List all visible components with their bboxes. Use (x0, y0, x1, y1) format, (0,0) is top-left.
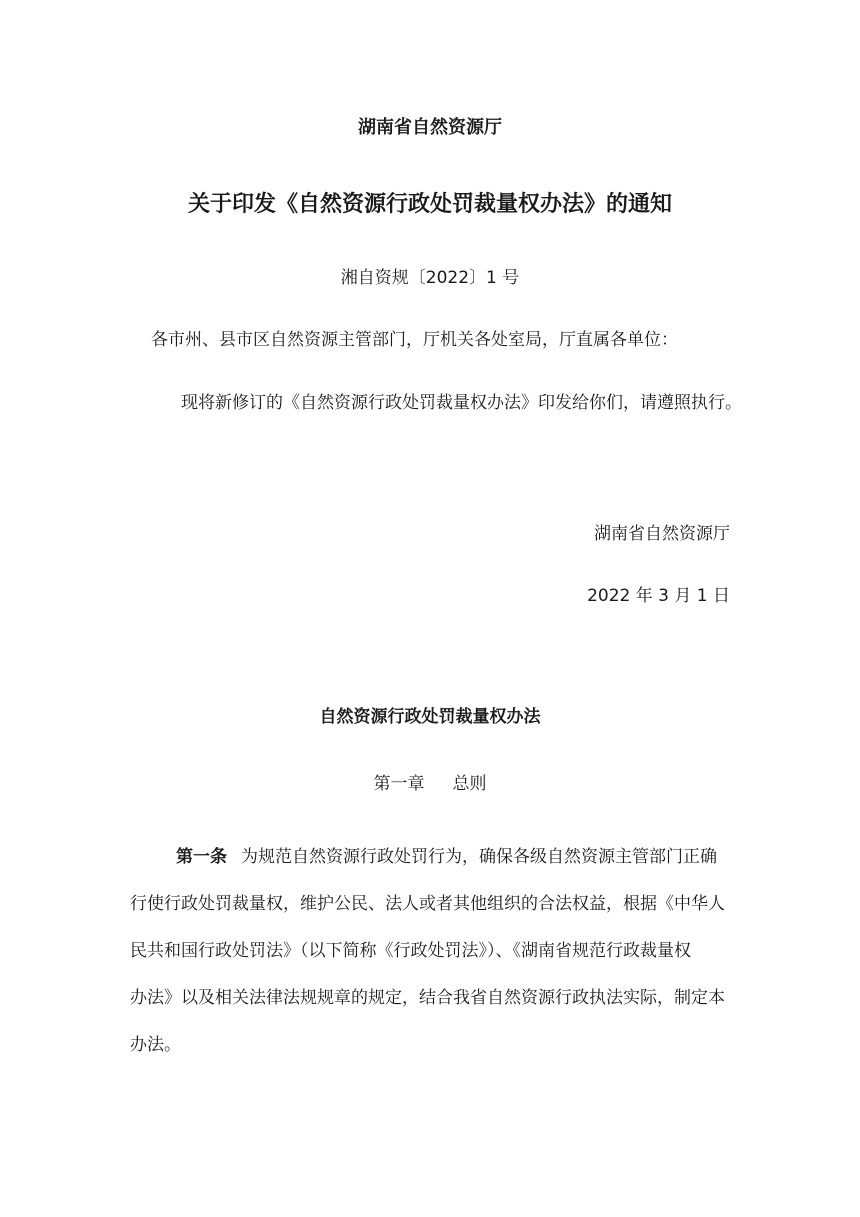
chapter-number: 第一章 (373, 774, 425, 794)
notice-body: 现将新修订的《自然资源行政处罚裁量权办法》印发给你们，请遵照执行。 (181, 393, 742, 413)
document-number: 湘自资规〔2022〕1 号 (340, 268, 520, 288)
addressee: 各市州、县市区自然资源主管部门，厅机关各处室局，厅直属各单位： (151, 330, 678, 350)
signature-organization: 湖南省自然资源厅 (594, 524, 730, 544)
chapter-name: 总则 (452, 774, 487, 794)
regulation-title: 自然资源行政处罚裁量权办法 (319, 707, 541, 727)
article-one (130, 834, 740, 1069)
signature-date: 2022 年 3 月 1 日 (587, 586, 730, 606)
article-line: 民共和国行政处罚法》（以下简称《行政处罚法》）、《湖南省规范行政裁量权 (130, 941, 691, 961)
article-line (130, 834, 740, 881)
notice-title: 关于印发《自然资源行政处罚裁量权办法》的通知 (187, 192, 672, 217)
article-line: 行使行政处罚裁量权，维护公民、法人或者其他组织的合法权益，根据《中华人 (130, 894, 725, 914)
chapter-heading (0, 772, 860, 796)
article-line-text: 为规范自然资源行政处罚行为，确保各级自然资源主管部门正确 (241, 847, 717, 867)
article-line: 办法。 (130, 1035, 181, 1055)
article-line: 办法》以及相关法律法规规章的规定，结合我省自然资源行政执法实际，制定本 (130, 988, 725, 1008)
article-label: 第一条 (176, 847, 227, 867)
issuer-name: 湖南省自然资源厅 (358, 117, 502, 138)
